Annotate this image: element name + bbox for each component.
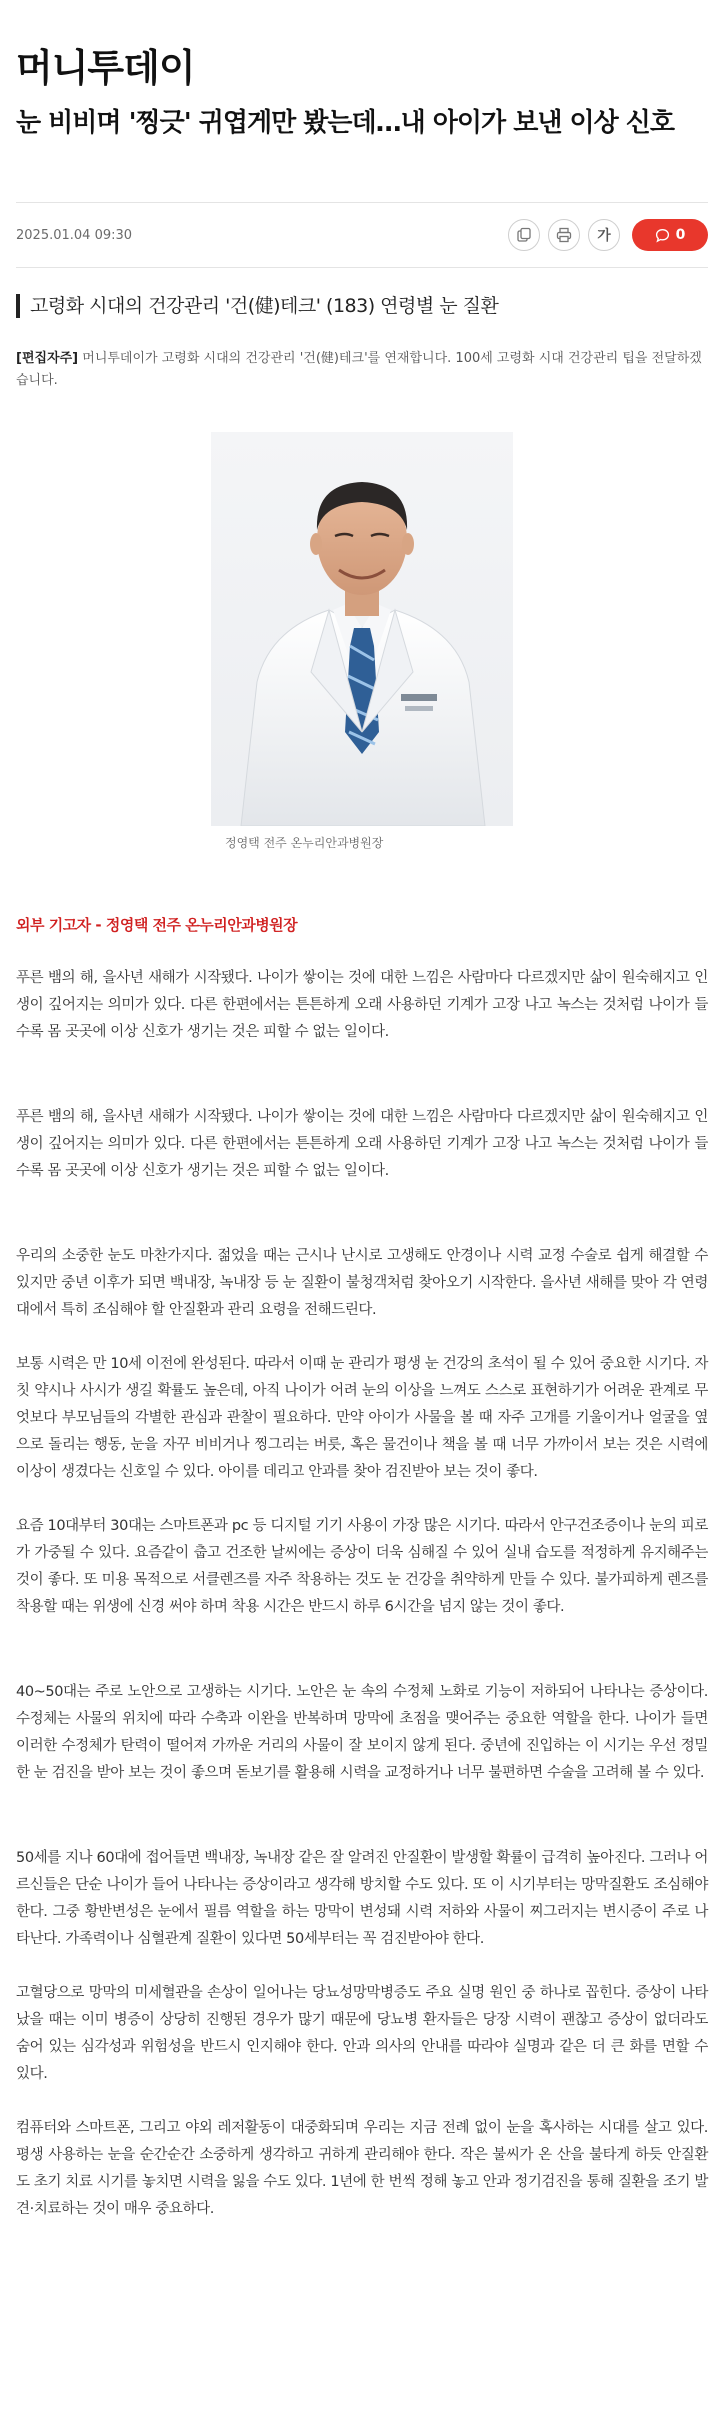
article-figure [211,432,513,852]
print-icon [556,227,572,243]
article-paragraph: 푸른 뱀의 해, 을사년 새해가 시작됐다. 나이가 쌓이는 것에 대한 느낌은 사람마다 다르겠지만 삶이 원숙해지고 인생이 깊어지는 의미가 있다. 다른 한편에서는 튼튼하게 오래 사용하던 기계가 고장 나고 녹스는 것처럼 나이가 들수록 몸 곳곳에 이상 신호가 생기는 것은 피할 수 없는 일이다. [16,1109,708,1179]
article-tools [508,219,708,251]
author-byline[interactable]: 외부 기고자 - 정영택 전주 온누리안과병원장 [16,916,298,934]
article-body [16,965,708,2223]
editor-note-text: 머니투데이가 고령화 시대의 건강관리 '건(健)테크'를 연재합니다. 100세 고령화 시대 건강관리 팁을 전달하겠습니다. [16,351,702,388]
copy-link-button[interactable] [508,219,540,251]
editor-note-tag: [편집자주] [16,351,79,366]
article-page [16,0,708,2223]
article-paragraph: 요즘 10대부터 30대는 스마트폰과 pc 등 디지털 기기 사용이 가장 많은 시기다. 따라서 안구건조증이나 눈의 피로가 가중될 수 있다. 요즘같이 춥고 건조한 날씨에는 증상이 더욱 심해질 수 있어 실내 습도를 적정하게 유지해주는 것이 좋다. 또 미용 목적으로 서클렌즈를 자주 착용하는 것도 눈 건강을 취약하게 만들 수 있다. 불가피하게 렌즈를 착용할 때는 위생에 신경 써야 하며 착용 시간은 반드시 하루 6시간을 넘지 않는 것이 좋다. [16,1518,708,1615]
editor-note [16,348,708,392]
article-subtitle: 고령화 시대의 건강관리 '건(健)테크' (183) 연령별 눈 질환 [16,294,708,318]
photo-caption: 정영택 전주 온누리안과병원장 [225,836,384,850]
article-paragraph: 50세를 지나 60대에 접어들면 백내장, 녹내장 같은 잘 알려진 안질환이 발생할 확률이 급격히 높아진다. 그러나 어르신들은 단순 나이가 들어 나타나는 증상이라고 생각해 방치할 수도 있다. 또 이 시기부터는 망막질환도 조심해야 한다. 그중 황반변성은 눈에서 필름 역할을 하는 망막이 변성돼 시력 저하와 사물이 찌그러지는 변시증이 주로 나타난다. 가족력이나 심혈관계 질환이 있다면 50세부터는 꼭 검진받아야 한다. [16,1850,708,1947]
comment-button[interactable] [632,219,708,251]
article-meta-bar [16,202,708,268]
doctor-portrait-illustration [211,432,513,826]
article-paragraph: 보통 시력은 만 10세 이전에 완성된다. 따라서 이때 눈 관리가 평생 눈 건강의 초석이 될 수 있어 중요한 시기다. 자칫 약시나 사시가 생길 확률도 높은데, 아직 나이가 어려 눈의 이상을 느껴도 스스로 표현하기가 어려운 관계로 무엇보다 부모님들의 각별한 관심과 관찰이 필요하다. 만약 아이가 사물을 볼 때 자주 고개를 기울이거나 얼굴을 옆으로 돌리는 행동, 눈을 자꾸 비비거나 찡그리는 버릇, 혹은 물건이나 책을 볼 때 너무 가까이서 보는 것은 시력에 이상이 생겼다는 신호일 수 있다. 아이를 데리고 안과를 찾아 검진받아 보는 것이 좋다. [16,1356,708,1480]
doctor-photo [211,432,513,826]
article-paragraph: 우리의 소중한 눈도 마찬가지다. 젊었을 때는 근시나 난시로 고생해도 안경이나 시력 교정 수술로 쉽게 해결할 수 있지만 중년 이후가 되면 백내장, 녹내장 등 눈 질환이 불청객처럼 찾아오기 시작한다. 을사년 새해를 맞아 각 연령대에서 특히 조심해야 할 안질환과 관리 요령을 전해드린다. [16,1248,708,1318]
article-paragraph: 고혈당으로 망막의 미세혈관을 손상이 일어나는 당뇨성망막병증도 주요 실명 원인 중 하나로 꼽힌다. 증상이 나타났을 때는 이미 병증이 상당히 진행된 경우가 많기 때문에 당뇨병 환자들은 당장 시력이 괜찮고 증상이 없더라도 숨어 있는 심각성과 위험성을 반드시 인지해야 한다. 안과 의사의 안내를 따라야 실명과 같은 더 큰 화를 면할 수 있다. [16,1985,708,2082]
article-paragraph: 40~50대는 주로 노안으로 고생하는 시기다. 노안은 눈 속의 수정체 노화로 기능이 저하되어 나타나는 증상이다. 수정체는 사물의 위치에 따라 수축과 이완을 반복하며 망막에 초점을 맺어주는 중요한 역할을 한다. 나이가 들면 이러한 수정체가 탄력이 떨어져 가까운 거리의 사물이 잘 보이지 않게 된다. 중년에 진입하는 이 시기는 우선 정밀한 눈 검진을 받아 보는 것이 좋으며 돋보기를 활용해 시력을 교정하거나 너무 불편하면 수술을 고려해 볼 수 있다. [16,1684,708,1781]
comment-count: 0 [675,227,686,243]
publish-date: 2025.01.04 09:30 [16,227,133,243]
brand-logo[interactable]: 머니투데이 [16,46,195,90]
print-button[interactable] [548,219,580,251]
article-paragraph: 푸른 뱀의 해, 을사년 새해가 시작됐다. 나이가 쌓이는 것에 대한 느낌은 사람마다 다르겠지만 삶이 원숙해지고 인생이 깊어지는 의미가 있다. 다른 한편에서는 튼튼하게 오래 사용하던 기계가 고장 나고 녹스는 것처럼 나이가 들수록 몸 곳곳에 이상 신호가 생기는 것은 피할 수 없는 일이다. [16,970,708,1040]
comment-icon [655,228,670,243]
font-size-button[interactable]: 가 [588,219,620,251]
copy-icon [516,227,532,243]
article-headline: 눈 비비며 '찡긋' 귀엽게만 봤는데…내 아이가 보낸 이상 신호 [16,108,675,138]
article-paragraph: 컴퓨터와 스마트폰, 그리고 야외 레저활동이 대중화되며 우리는 지금 전례 없이 눈을 혹사하는 시대를 살고 있다. 평생 사용하는 눈을 순간순간 소중하게 생각하고 귀하게 관리해야 한다. 작은 불씨가 온 산을 불타게 하듯 안질환도 초기 치료 시기를 놓치면 시력을 잃을 수도 있다. 1년에 한 번씩 정해 놓고 안과 정기검진을 통해 질환을 조기 발견·치료하는 것이 매우 중요하다. [16,2120,708,2217]
